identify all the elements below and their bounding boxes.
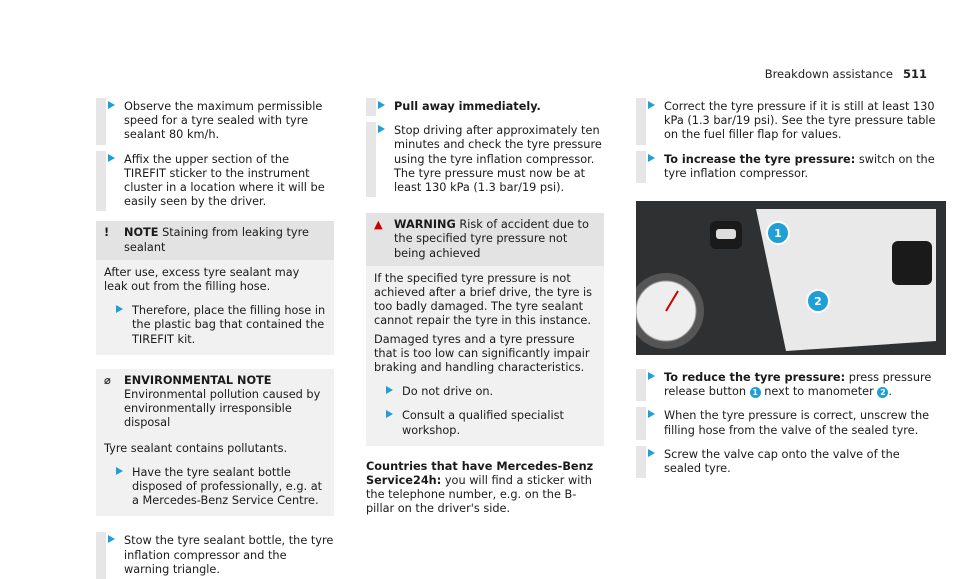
compressor-photo <box>636 201 946 355</box>
note-box: ! NOTE Staining from leaking tyre sealant After use, excess tyre sealant may leak out from the filling hose. Therefore, place the filling hose in the plastic bag that contained the TIREFIT kit. <box>96 221 334 354</box>
step: Affix the upper section of the TIREFIT sticker to the instrument cluster in a location where it will be easily seen by the driver. <box>96 153 334 210</box>
step: Observe the maximum permissible speed for a tyre sealed with tyre sealant 80 km/h. <box>96 100 334 143</box>
arrow-icon <box>648 101 655 109</box>
arrow-icon <box>378 125 385 133</box>
column-1 <box>96 100 334 577</box>
countries-paragraph: Countries that have Mercedes-Benz Service24h: you will find a sticker with the telephone number, e.g. on the B-pillar on the driver's side. <box>366 459 594 516</box>
callout-badge-1: 1 <box>750 387 761 398</box>
environmental-note-box: ⌀ ENVIRONMENTAL NOTE Environmental pollution caused by environmentally irresponsible disposal Tyre sealant contains pollutants. Have the tyre sealant bottle disposed of professionally, e.g. at a Mercedes-Benz Service Centre. <box>96 369 334 517</box>
arrow-icon <box>648 372 655 380</box>
callout-badge-2: 2 <box>877 387 888 398</box>
exclamation-icon: ! <box>104 226 110 240</box>
callout-2: 2 <box>814 295 822 309</box>
arrow-icon <box>108 154 115 162</box>
callout-1: 1 <box>774 227 782 241</box>
step: Therefore, place the filling hose in the plastic bag that contained the TIREFIT kit. <box>104 304 326 347</box>
step: Stop driving after approximately ten minutes and check the tyre pressure using the tyre inflation compressor. The tyre pressure must now be at least 130 kPa (1.3 bar/19 psi). <box>366 124 604 195</box>
arrow-icon <box>116 305 123 313</box>
step: To reduce the tyre pressure: press pressure release button 1 next to manometer 2 . <box>636 371 936 399</box>
step: Screw the valve cap onto the valve of the sealed tyre. <box>636 448 936 476</box>
arrow-icon <box>386 386 393 394</box>
warning-triangle-icon: ▲ <box>374 218 383 232</box>
column-3 <box>636 100 936 476</box>
page-number: 511 <box>902 67 927 81</box>
arrow-icon <box>648 154 655 162</box>
step: When the tyre pressure is correct, unscrew the filling hose from the valve of the sealed tyre. <box>636 409 936 437</box>
step: Have the tyre sealant bottle disposed of professionally, e.g. at a Mercedes-Benz Service Centre. <box>104 466 326 509</box>
section-title: Breakdown assistance <box>764 67 893 81</box>
arrow-icon <box>378 101 385 109</box>
page-header <box>765 67 927 81</box>
arrow-icon <box>386 410 393 418</box>
arrow-icon <box>116 467 123 475</box>
step: Pull away immediately. <box>366 100 604 114</box>
step: Stow the tyre sealant bottle, the tyre inflation compressor and the warning triangle. <box>96 534 334 577</box>
compressor-illustration <box>636 201 946 355</box>
arrow-icon <box>108 101 115 109</box>
step: Correct the tyre pressure if it is still at least 130 kPa (1.3 bar/19 psi). See the tyre pressure table on the fuel filler flap for values. <box>636 100 936 143</box>
arrow-icon <box>648 410 655 418</box>
environment-icon: ⌀ <box>104 373 111 387</box>
step: Do not drive on. <box>374 385 596 399</box>
warning-box: ▲ WARNING Risk of accident due to the specified tyre pressure not being achieved If the specified tyre pressure is not achieved after a brief drive, the tyre is too badly damaged. The tyre sealant cannot repair the tyre in this instance. Damaged tyres and a tyre pressure that is too low can significantly impair braking and handling characteristics. Do not drive on. Consult a qualified specialist workshop. <box>366 213 604 446</box>
arrow-icon <box>648 449 655 457</box>
step: To increase the tyre pressure: switch on the tyre inflation compressor. <box>636 153 936 181</box>
column-2 <box>366 100 604 517</box>
arrow-icon <box>108 535 115 543</box>
step: Consult a qualified specialist workshop. <box>374 409 596 437</box>
